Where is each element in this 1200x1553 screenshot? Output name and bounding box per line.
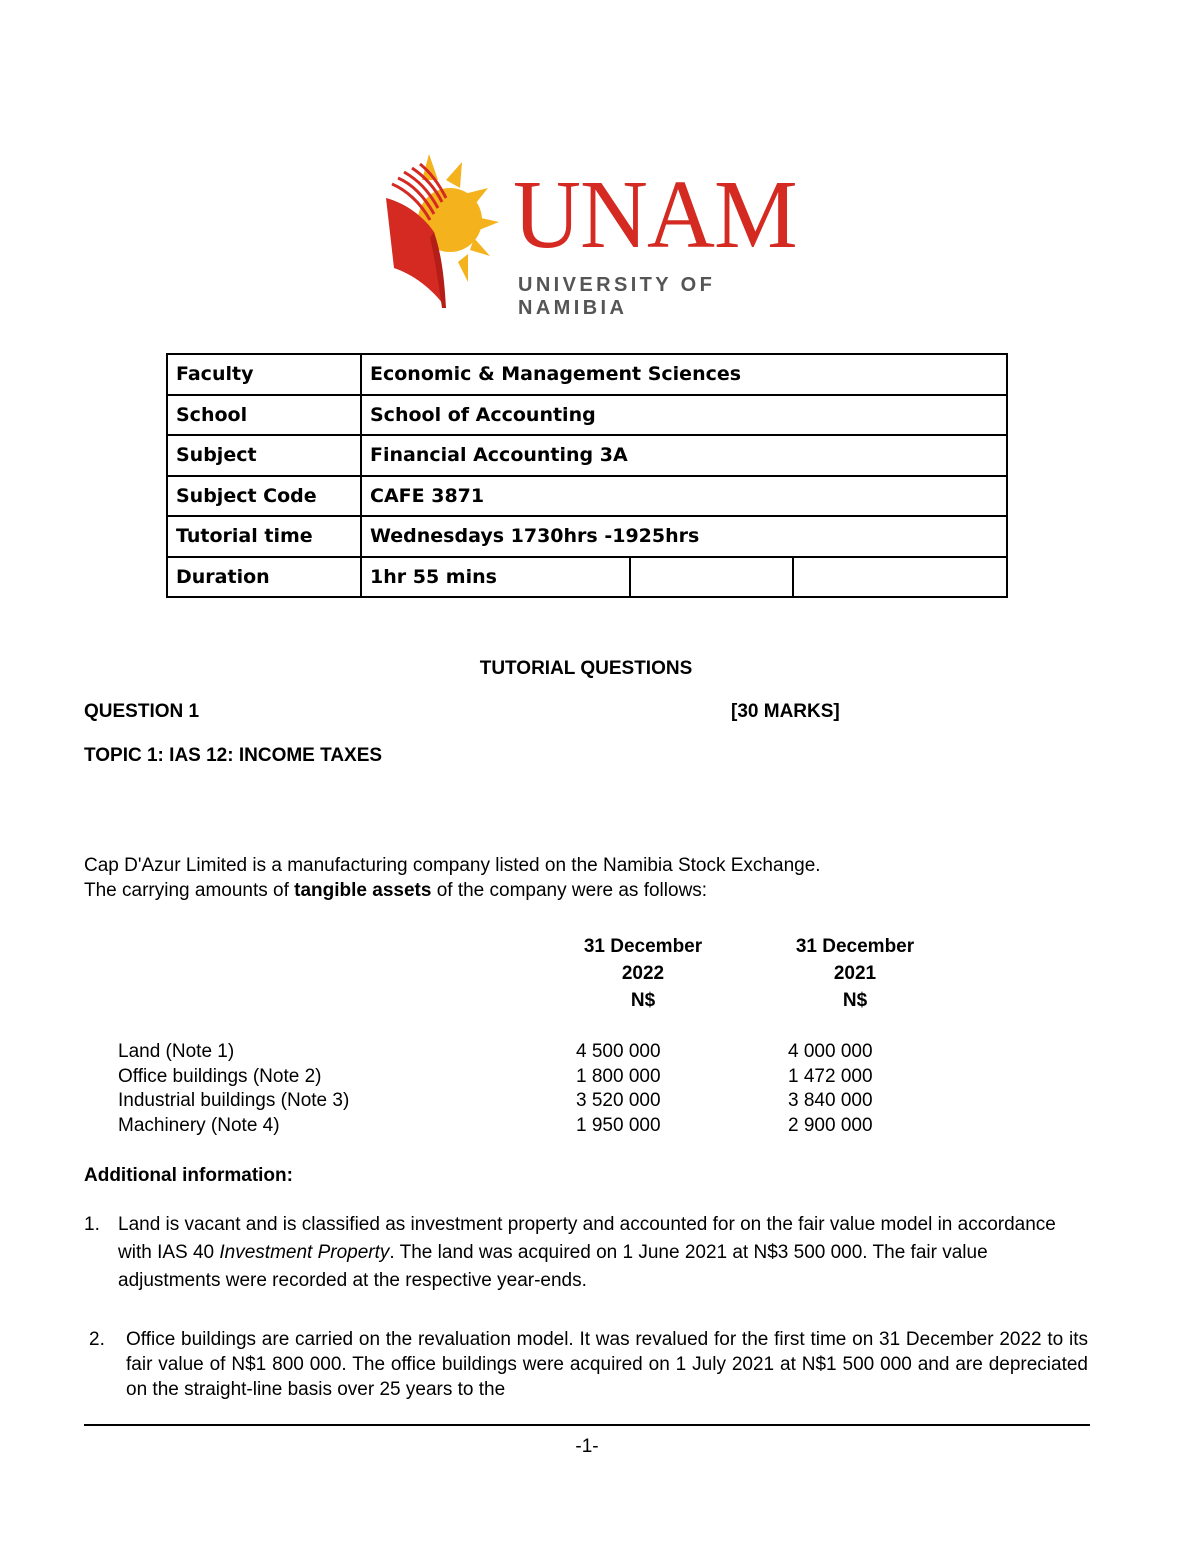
empty-cell bbox=[793, 557, 1007, 598]
info-row-tutorial-time bbox=[167, 516, 1007, 557]
empty-cell bbox=[630, 557, 793, 598]
item-text: . The land was acquired on 1 June 2021 at N$3 500 000. The fair value adjustments were recorded at the respective year-ends. bbox=[118, 1242, 988, 1291]
asset-value-2022: 3 520 000 bbox=[576, 1090, 661, 1111]
info-label: School bbox=[167, 395, 361, 436]
asset-label: Machinery (Note 4) bbox=[118, 1115, 280, 1136]
info-row-school bbox=[167, 395, 1007, 436]
intro-text: of the company were as follows: bbox=[431, 880, 708, 901]
column-header-line: 31 December bbox=[583, 936, 703, 957]
column-header-2021 bbox=[772, 936, 938, 1012]
intro-line-2 bbox=[84, 880, 707, 902]
unam-logo bbox=[382, 150, 797, 319]
column-header-line: N$ bbox=[630, 990, 656, 1011]
info-row-faculty bbox=[167, 354, 1007, 395]
column-header-line: 31 December bbox=[795, 936, 915, 957]
asset-value-2021: 4 000 000 bbox=[788, 1041, 873, 1062]
university-name: UNIVERSITY OF NAMIBIA bbox=[518, 274, 716, 319]
item-italic: Investment Property bbox=[219, 1242, 390, 1263]
asset-value-2021: 2 900 000 bbox=[788, 1115, 873, 1136]
intro-text: The carrying amounts of bbox=[84, 880, 295, 901]
additional-item-2: Office buildings are carried on the revaluation model. It was revalued for the first time on 31 December 2022 to its fair value of N$1 800 000. The office buildings were acquired on 1 July 2021 at N$1 500 000 and are depreciated on the straight-line basis over 25 years to the bbox=[126, 1329, 1088, 1400]
additional-item-1 bbox=[118, 1211, 1092, 1295]
unam-sun-book-emblem-icon bbox=[382, 150, 507, 315]
asset-label: Office buildings (Note 2) bbox=[118, 1066, 322, 1087]
asset-label: Land (Note 1) bbox=[118, 1041, 235, 1062]
info-label: Tutorial time bbox=[167, 516, 361, 557]
asset-label: Industrial buildings (Note 3) bbox=[118, 1090, 350, 1111]
unam-wordmark: UNAM bbox=[513, 161, 797, 269]
asset-value-2022: 1 800 000 bbox=[576, 1066, 661, 1087]
question-label: QUESTION 1 bbox=[84, 701, 200, 722]
asset-value-2021: 1 472 000 bbox=[788, 1066, 873, 1087]
item-number: 2. bbox=[89, 1329, 105, 1350]
asset-value-2022: 1 950 000 bbox=[576, 1115, 661, 1136]
info-label: Subject Code bbox=[167, 476, 361, 517]
additional-info-title: Additional information: bbox=[84, 1165, 293, 1186]
info-row-duration bbox=[167, 557, 1007, 598]
asset-value-2022: 4 500 000 bbox=[576, 1041, 661, 1062]
info-value: CAFE 3871 bbox=[361, 476, 1007, 517]
footer-divider bbox=[84, 1424, 1090, 1426]
info-value: School of Accounting bbox=[361, 395, 1007, 436]
item-number: 1. bbox=[84, 1214, 100, 1235]
info-label: Subject bbox=[167, 435, 361, 476]
info-value: Economic & Management Sciences bbox=[361, 354, 1007, 395]
course-info-table bbox=[166, 353, 1008, 598]
info-label: Duration bbox=[167, 557, 361, 598]
asset-value-2021: 3 840 000 bbox=[788, 1090, 873, 1111]
info-label: Faculty bbox=[167, 354, 361, 395]
column-header-line: 2022 bbox=[621, 963, 665, 984]
info-value: 1hr 55 mins bbox=[361, 557, 630, 598]
item-text: Land is vacant and is classified as investment property and accounted for on the fair value model in accordance with IAS 40 bbox=[118, 1214, 1056, 1263]
info-row-subject-code bbox=[167, 476, 1007, 517]
question-marks: [30 MARKS] bbox=[731, 701, 840, 722]
column-header-2022 bbox=[560, 936, 726, 1012]
topic-title: TOPIC 1: IAS 12: INCOME TAXES bbox=[84, 745, 383, 766]
info-value: Wednesdays 1730hrs -1925hrs bbox=[361, 516, 1007, 557]
page-number: -1- bbox=[575, 1436, 599, 1457]
column-header-line: 2021 bbox=[833, 963, 877, 984]
info-value: Financial Accounting 3A bbox=[361, 435, 1007, 476]
column-header-line: N$ bbox=[842, 990, 868, 1011]
intro-bold: tangible assets bbox=[294, 880, 432, 901]
intro-line-1: Cap D'Azur Limited is a manufacturing company listed on the Namibia Stock Exchange. bbox=[84, 855, 821, 876]
info-row-subject bbox=[167, 435, 1007, 476]
document-heading: TUTORIAL QUESTIONS bbox=[479, 658, 693, 679]
